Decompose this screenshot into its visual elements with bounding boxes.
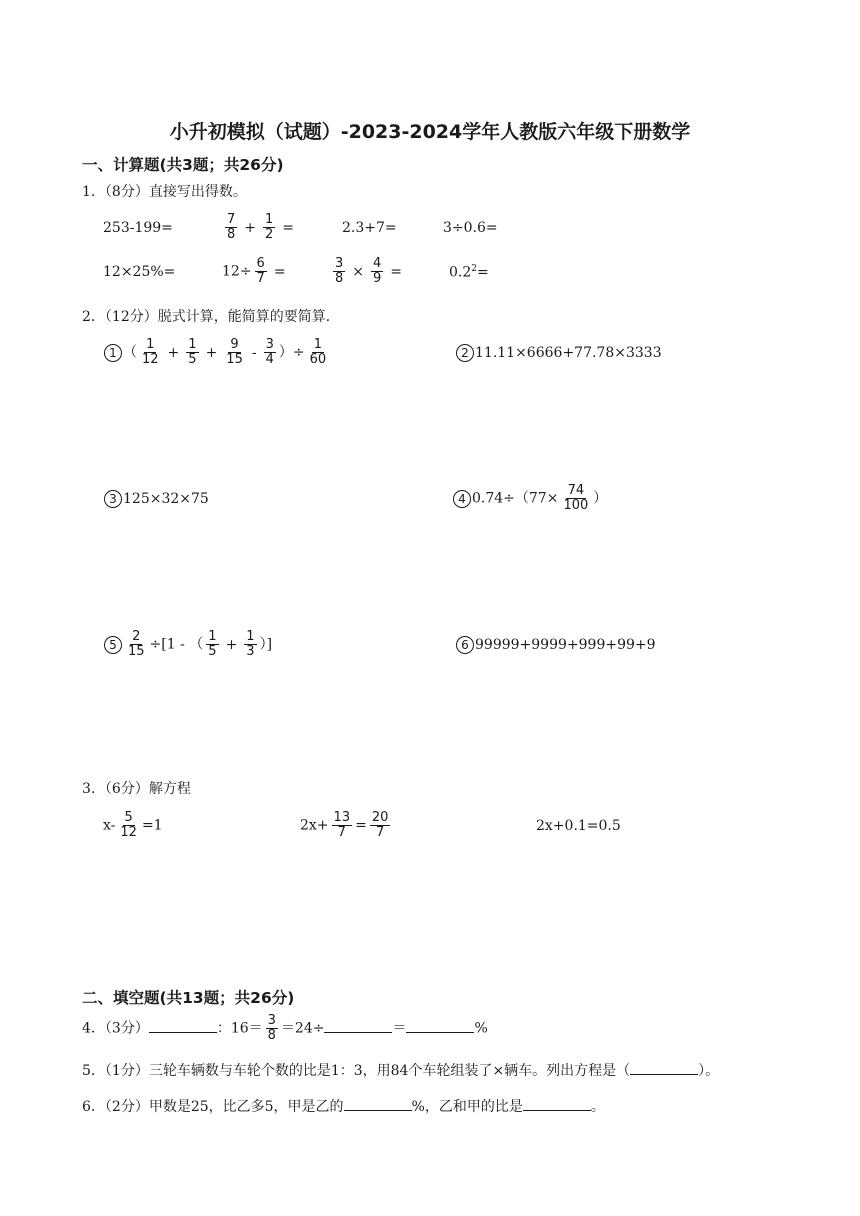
q2-problem-1: 1 （ $\frac{1}{12}$ + $\frac{1}{5}$ + $\frac{9}{15}$ - $\frac{3}{4}$ ）÷ $\frac{1}{60}$	[104, 338, 331, 367]
answer-blank[interactable]	[406, 1018, 474, 1033]
q1-item-4: 3÷0.6=	[443, 220, 498, 236]
question-4: 4．（3分） ：16＝ $\frac{3}{8}$ ＝24÷ ＝ %	[82, 1013, 488, 1043]
q1-item-1: 253-199=	[103, 220, 173, 236]
circled-number: 2	[456, 344, 474, 362]
section-heading-fill-in: 二、填空题(共13题；共26分)	[82, 989, 295, 1007]
section-heading-calculation: 一、计算题(共3题；共26分)	[82, 156, 284, 174]
q2-problem-4: 4 0.74÷（77× $\frac{74}{100}$ ）	[453, 484, 607, 513]
q3-equation-2: 2x+ $\frac{13}{7}$ = $\frac{20}{7}$	[300, 810, 389, 840]
circled-number: 3	[104, 490, 122, 508]
q3-equation-1: x- $\frac{5}{12}$ =1	[103, 810, 163, 840]
circled-number: 1	[104, 344, 122, 362]
circled-number: 4	[453, 490, 471, 508]
fraction: $\frac{7}{8}$	[227, 212, 236, 242]
answer-blank[interactable]	[344, 1096, 412, 1111]
fraction: $\frac{6}{7}$	[256, 256, 265, 286]
q1-item-7: $\frac{3}{8}$ × $\frac{4}{9}$ =	[335, 256, 403, 286]
fraction: $\frac{3}{8}$	[335, 256, 344, 286]
answer-blank[interactable]	[630, 1060, 698, 1075]
answer-blank[interactable]	[324, 1018, 392, 1033]
question-1-label: 1．（8分）直接写出得数。	[82, 184, 247, 200]
q1-item-2: $\frac{7}{8}$ + $\frac{1}{2}$ =	[227, 212, 295, 242]
fraction: $\frac{1}{2}$	[265, 212, 274, 242]
q2-problem-6: 6 99999+9999+999+99+9	[456, 636, 656, 654]
q3-equation-3: 2x+0.1=0.5	[536, 818, 621, 834]
q1-item-3: 2.3+7=	[342, 220, 397, 236]
answer-blank[interactable]	[149, 1018, 217, 1033]
fraction: $\frac{3}{8}$	[267, 1013, 276, 1043]
q2-problem-5: 5 $\frac{2}{15}$ ÷[1 - （ $\frac{1}{5}$ + $\frac{1}{3}$ ）]	[104, 630, 272, 659]
question-5: 5．（1分）三轮车辆数与车轮个数的比是1：3，用84个车轮组装了×辆车。列出方程是（ ）。	[82, 1060, 719, 1080]
answer-blank[interactable]	[523, 1096, 591, 1111]
q1-item-5: 12×25%=	[103, 264, 176, 280]
page-title: 小升初模拟（试题）-2023-2024学年人教版六年级下册数学	[169, 121, 691, 143]
question-2-label: 2．（12分）脱式计算，能简算的要简算．	[82, 309, 340, 325]
q1-item-8: $0.2^2=$	[449, 264, 489, 281]
circled-number: 6	[456, 636, 474, 654]
q1-item-6: 12÷ $\frac{6}{7}$ =	[222, 256, 286, 286]
q2-problem-2: 2 11.11×6666+77.78×3333	[456, 344, 662, 362]
circled-number: 5	[104, 636, 122, 654]
question-6: 6．（2分）甲数是25，比乙多5，甲是乙的 %，乙和甲的比是 。	[82, 1096, 605, 1116]
q2-problem-3: 3 125×32×75	[104, 490, 209, 508]
question-3-label: 3．（6分）解方程	[82, 781, 191, 797]
fraction: $\frac{4}{9}$	[373, 256, 382, 286]
